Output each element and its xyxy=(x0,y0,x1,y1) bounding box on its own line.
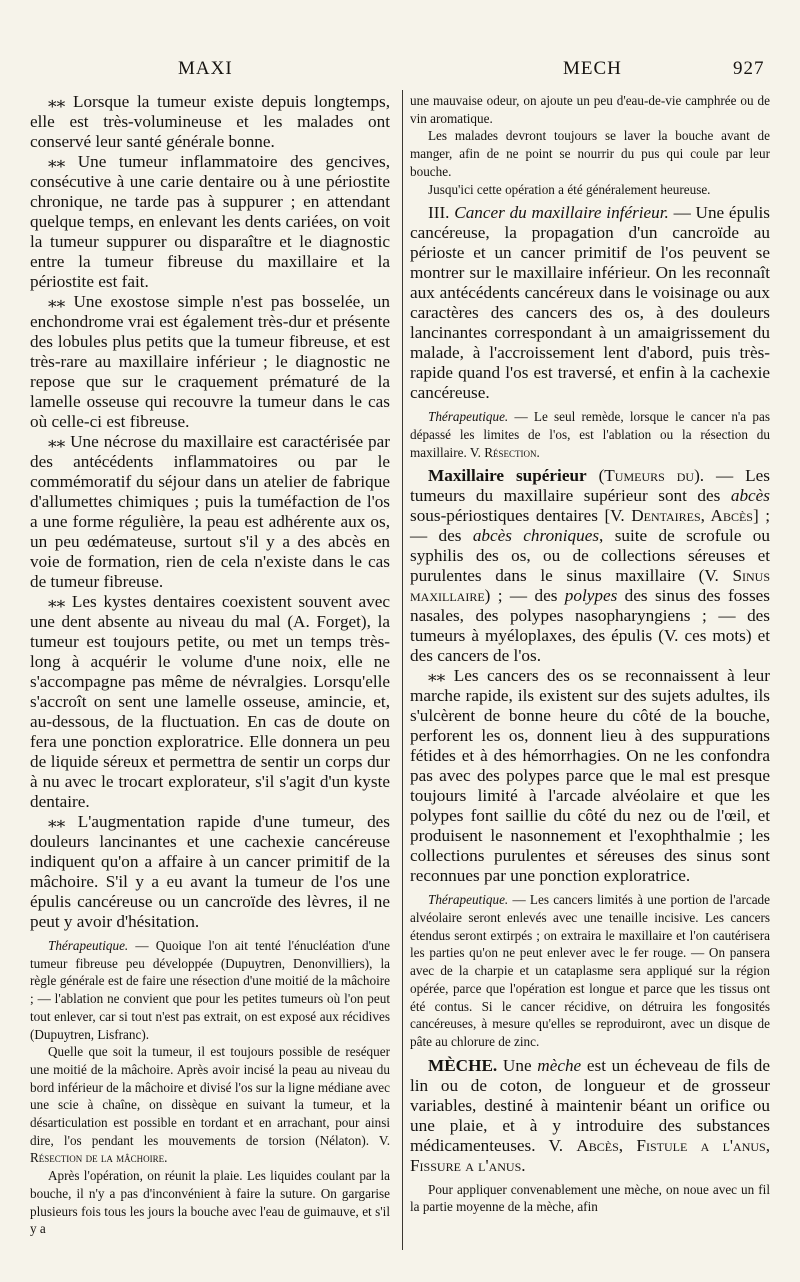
header-right-word: MECH xyxy=(563,58,622,79)
paragraph: ⁎⁎ Une exostose simple n'est pas bosselée, un enchondrome vrai est également très-dur et présente des lobules plus petits que la tumeur fibreuse, et est très-rare au maxillaire inférieur ; le diagnostic ne repose que sur le craquement prématuré de la lamelle osseuse qui recouvre la tumeur dans le cas où celle-ci est fibreuse. xyxy=(30,292,390,431)
therapeutique-label: Thérapeutique. xyxy=(48,938,129,953)
small-paragraph: Jusqu'ici cette opération a été généralement heureuse. xyxy=(428,181,711,197)
entry-headword: MÈCHE. xyxy=(428,1055,498,1075)
small-paragraph: Les malades devront toujours se laver la bouche avant de manger, afin de ne point se nourrir du pus qui coule par leur bouche. xyxy=(410,128,770,179)
small-paragraph: Après l'opération, on réunit la plaie. Les liquides coulant par la bouche, il n'y a pas d'inconvénient à faire la suture. On gargarise plusieurs fois tous les jours la bouche avec l'eau de guimauve, et s'il y a xyxy=(30,1168,390,1237)
left-column xyxy=(30,92,390,1238)
header-left-word: MAXI xyxy=(178,58,233,79)
paragraph: ⁎⁎ Une tumeur inflammatoire des gencives, consécutive à une carie dentaire ou à une périostite chronique, ne tarde pas à suppurer ; en attendant quelque temps, en enlevant les dents cariées, on voit la tumeur suppurer ou disparaître et le diagnostic entre la tumeur fibreuse du maxillaire et la périostite est fait. xyxy=(30,152,390,291)
entry-maxillaire-superieur: Maxillaire supérieur (Tumeurs du). — Les tumeurs du maxillaire supérieur sont des abcès sous-périostiques dentaires [V. Dentaires, Abcès] ; — des abcès chroniques, suite de scrofule ou syphilis des os, ou de collections séreuses et purulentes dans le sinus maxillaire (V. Sinus maxillaire) ; — des polypes des sinus des fosses nasales, des polypes nasopharyngiens ; — des tumeurs à myéloplaxes, des épulis (V. ces mots) et des cancers de l'os. xyxy=(410,466,770,666)
section-title: Cancer du maxillaire inférieur. xyxy=(454,203,669,223)
paragraph: ⁎⁎ Lorsque la tumeur existe depuis longtemps, elle est très-volumineuse et les malades ont conservé leur santé générale bonne. xyxy=(30,92,390,151)
cross-reference: Sinus maxillaire xyxy=(410,566,770,606)
small-paragraph: Thérapeutique. — Le seul remède, lorsque le cancer n'a pas dépassé les limites de l'os, est l'ablation ou la résection du maxillaire. V. Résection. xyxy=(410,409,770,460)
paragraph: ⁎⁎ Une nécrose du maxillaire est caractérisée par des antécédents inflammatoires ou par le commémoratif du séjour dans un atelier de fabrique d'allumettes chimiques ; puis la tuméfaction de l'os a une forme régulière, la peau est adhérente aux os, un peu œdémateuse, surtout s'il y a des abcès en voie de formation, rien de cela n'existe dans le cas de tumeur fibreuse. xyxy=(30,432,390,591)
cross-reference: Abcès, Fistule a l'anus, Fissure a l'anus. xyxy=(410,1135,771,1175)
entry-meche: MÈCHE. Une mèche est un écheveau de fils de lin ou de coton, de longueur et de grosseur variables, destiné à maintenir béant un orifice ou une plaie, et à y introduire des substances médicamenteuses. V. Abcès, Fistule a l'anus, Fissure a l'anus. xyxy=(410,1055,771,1175)
entry-headword: Maxillaire supérieur xyxy=(428,466,587,486)
small-paragraph: une mauvaise odeur, on ajoute un peu d'eau-de-vie camphrée ou de vin aromatique. xyxy=(410,93,770,126)
small-paragraph: Thérapeutique. — Les cancers limités à une portion de l'arcade alvéolaire seront enlevés avec une tenaille incisive. Les cancers étendus seront extirpés ; on extraira le maxillaire et l'on cautérisera les parties qu'on ne peut enlever avec le fer rouge. — On pansera avec de la charpie et un cataplasme sera appliqué sur la région opérée, parce que l'opération est longue et parce que les tissus ont été contus. Si le cancer récidive, on détruira les fongosités cancéreuses, à mesure qu'elles se reproduiront, avec un disque de pâte au chlorure de zinc. xyxy=(410,892,770,1049)
section-cancer-inferieur: III. Cancer du maxillaire inférieur. — Une épulis cancéreuse, la propagation d'un cancroïde au périoste et un cancer primitif de l'os peuvent se montrer sur le maxillaire inférieur. On les reconnaît aux antécédents cancéreux dans le voisinage ou aux caractères des cancers des os, à des douleurs lancinantes correspondant à un amaigrissement du malade, à l'accroissement lent d'abord, puis très-rapide quand l'os est traversé, et enfin à la cachexie cancéreuse. xyxy=(410,203,770,403)
cross-reference: Résection. xyxy=(484,444,540,460)
small-paragraph: Pour appliquer convenablement une mèche, on noue avec un fil la partie moyenne de la mèche, afin xyxy=(410,1181,770,1215)
cross-reference: Dentaires, Abcès xyxy=(631,506,753,526)
therapeutique-label: Thérapeutique. xyxy=(428,409,509,425)
page-number: 927 xyxy=(733,58,765,79)
paragraph: ⁎⁎ Les kystes dentaires coexistent souvent avec une dent absente au niveau du mal (A. Forget), la tumeur est toujours petite, ou met un temps très-long à acquérir le volume d'une noix, elle ne s'accompagne pas même de névralgies. Lorsqu'elle s'accroît on sent une lamelle osseuse, amincie, et, au-dessous, de la fluctuation. En cas de doute on fera une ponction exploratrice. Elle donnera un peu de liquide séreux et permettra de sentir un corps dur à nu avec le trocart explorateur, s'il s'agit d'un kyste dentaire. xyxy=(30,592,390,811)
therapeutique-label: Thérapeutique. xyxy=(428,892,509,908)
small-paragraph: Quelle que soit la tumeur, il est toujours possible de reséquer une moitié de la mâchoire. Après avoir incisé la peau au niveau du bord inférieur de la mâchoire et divisé l'os sur la ligne médiane avec une scie à chaîne, on dissèque en suivant la tumeur, et la désarticulation est possible en tordant et en arrachant, pour ainsi dire, l'os pendant les mouvements de torsion (Nélaton). V. Résection de la mâchoire. xyxy=(30,1044,390,1166)
right-column xyxy=(410,92,770,1216)
paragraph: ⁎⁎ Les cancers des os se reconnaissent à leur marche rapide, ils existent sur des sujets adultes, ils s'ulcèrent de bonne heure du côté de la bouche, perforent les os, donnent lieu à des suppurations fétides et à des hémorrhagies. On ne les confondra pas avec des polypes parce que le mal est presque toujours limité à l'arcade alvéolaire et que les polypes font saillie du côté du nez ou de l'œil, et produisent le nasonnement et l'exophthalmie ; les collections purulentes et séreuses des sinus sont reconnues par une ponction exploratrice. xyxy=(410,666,770,886)
paragraph: ⁎⁎ L'augmentation rapide d'une tumeur, des douleurs lancinantes et une cachexie cancéreuse indiquent qu'on a affaire à un cancer primitif de la mâchoire. S'il y a eu avant la tumeur de l'os une épulis cancéreuse ou un cancroïde des lèvres, il ne peut y avoir d'hésitation. xyxy=(30,812,390,931)
column-divider xyxy=(402,90,403,1250)
small-paragraph: Thérapeutique. — Quoique l'on ait tenté l'énucléation d'une tumeur fibreuse peu développée (Dupuytren, Denonvilliers), la règle générale est de faire une résection d'une moitié de la mâchoire ; — l'ablation ne convient que pour les petites tumeurs où l'on peut tout enlever, car si tout n'est pas extrait, on est exposé aux récidives (Dupuytren, Lisfranc). xyxy=(30,938,390,1042)
cross-reference: Résection de la mâchoire. xyxy=(30,1150,168,1166)
running-header xyxy=(0,58,800,88)
